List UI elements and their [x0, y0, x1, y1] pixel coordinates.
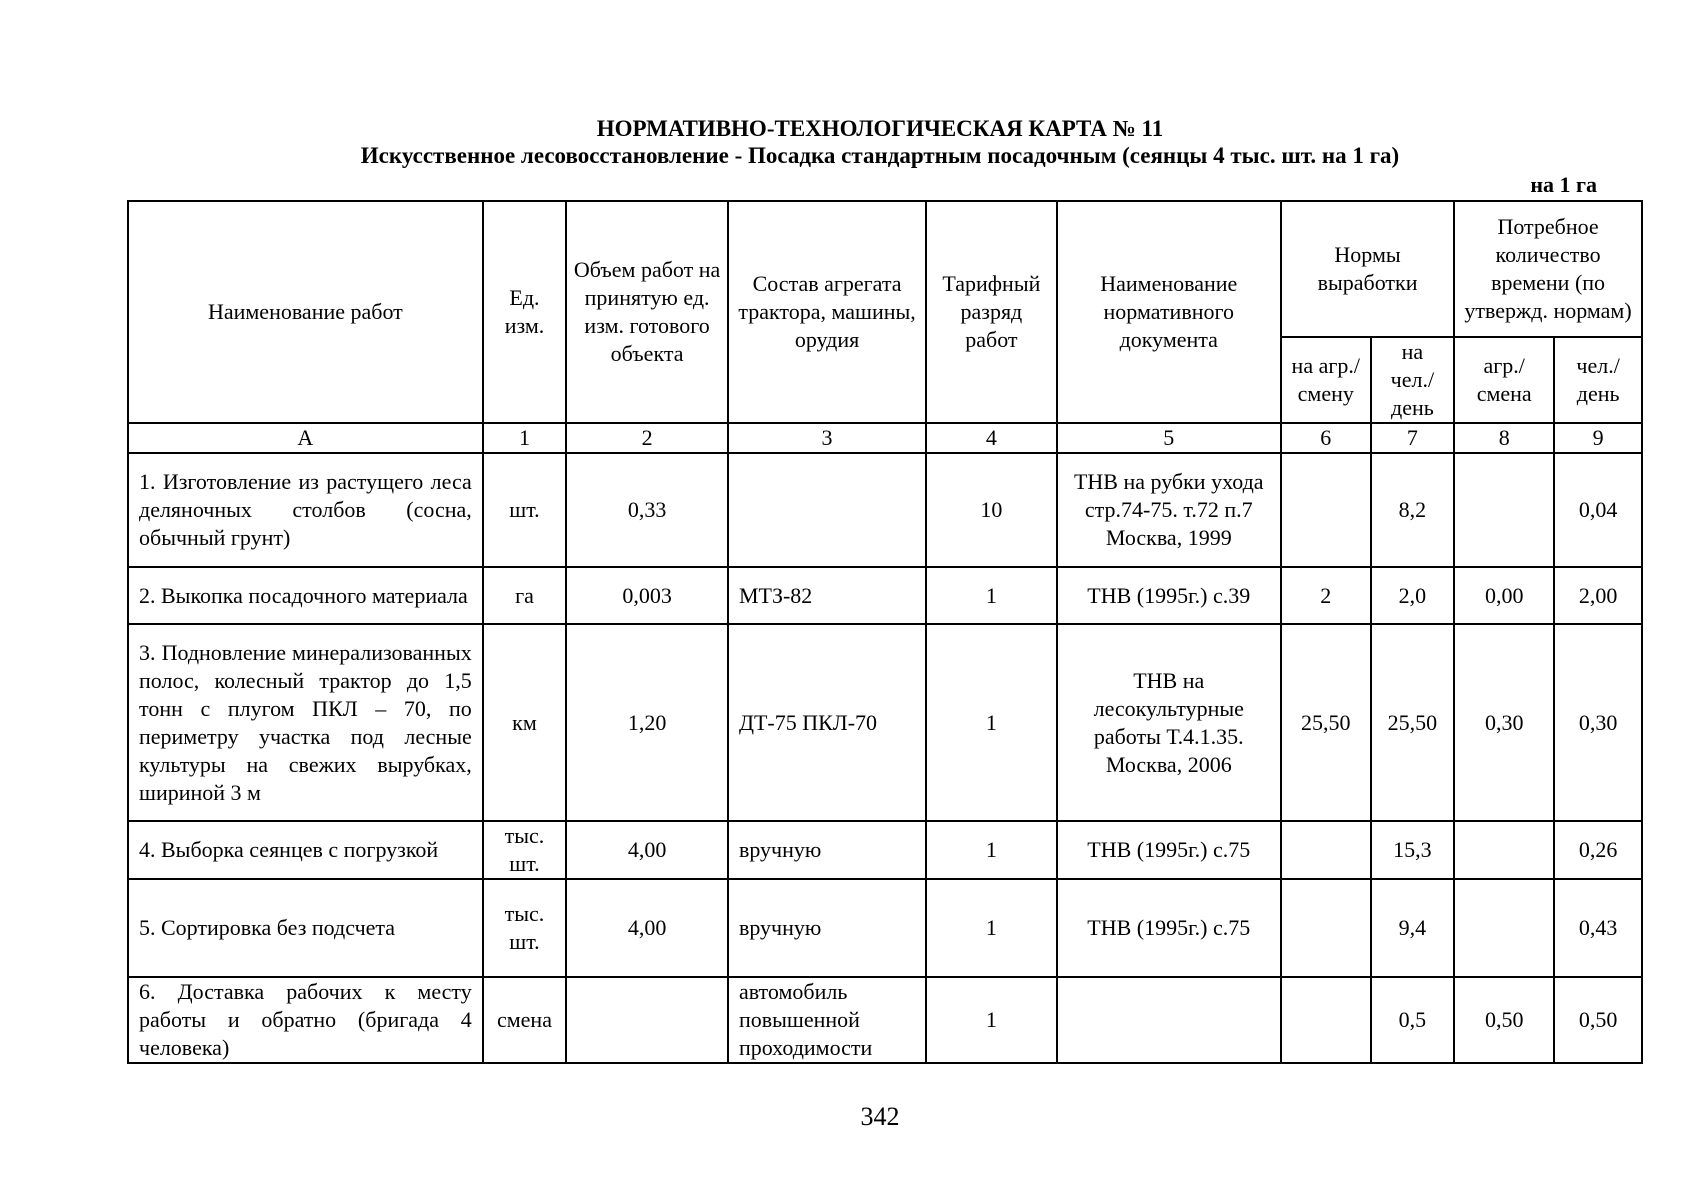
grade-cell: 10	[926, 453, 1056, 567]
norm-agr-cell	[1281, 879, 1371, 977]
norm-man-cell: 9,4	[1371, 879, 1454, 977]
column-number: 6	[1281, 423, 1371, 453]
table-row	[128, 977, 1642, 1063]
time-agr-cell	[1454, 821, 1554, 879]
column-number: 5	[1057, 423, 1281, 453]
column-number: 3	[728, 423, 926, 453]
header-norms-man: на чел./ день	[1371, 337, 1454, 423]
header-time-agr: агр./ смена	[1454, 337, 1554, 423]
unit-cell: га	[483, 567, 566, 624]
composition-cell: автомобиль повышенной проходимости	[728, 977, 926, 1063]
norm-agr-cell	[1281, 821, 1371, 879]
norm-agr-cell: 25,50	[1281, 624, 1371, 821]
norm-man-cell: 8,2	[1371, 453, 1454, 567]
time-man-cell: 0,50	[1554, 977, 1642, 1063]
time-agr-cell: 0,50	[1454, 977, 1554, 1063]
time-agr-cell: 0,00	[1454, 567, 1554, 624]
volume-cell: 4,00	[566, 821, 728, 879]
grade-cell: 1	[926, 567, 1056, 624]
norm-agr-cell	[1281, 977, 1371, 1063]
column-number: 8	[1454, 423, 1554, 453]
time-agr-cell	[1454, 879, 1554, 977]
volume-cell: 0,003	[566, 567, 728, 624]
unit-cell: тыс. шт.	[483, 821, 566, 879]
norm-man-cell: 0,5	[1371, 977, 1454, 1063]
time-man-cell: 0,30	[1554, 624, 1642, 821]
grade-cell: 1	[926, 879, 1056, 977]
time-man-cell: 0,26	[1554, 821, 1642, 879]
header-norms-agr: на агр./ смену	[1281, 337, 1371, 423]
column-number-row	[128, 423, 1642, 453]
document-cell	[1057, 977, 1281, 1063]
volume-cell	[566, 977, 728, 1063]
header-name: Наименование работ	[128, 201, 483, 423]
header-grade: Тарифный разряд работ	[926, 201, 1056, 423]
column-number: 9	[1554, 423, 1642, 453]
volume-cell: 4,00	[566, 879, 728, 977]
time-man-cell: 2,00	[1554, 567, 1642, 624]
table-row	[128, 821, 1642, 879]
norm-agr-cell	[1281, 453, 1371, 567]
composition-cell: вручную	[728, 821, 926, 879]
unit-note: на 1 га	[1530, 172, 1597, 197]
work-name-cell: 2. Выкопка посадочного материала	[128, 567, 483, 624]
column-number: 4	[926, 423, 1056, 453]
page-subtitle: Искусственное лесовосстановление - Посадка стандартным посадочным (сеянцы 4 тыс. шт. на 1 га)	[360, 143, 1400, 168]
header-document: Наименование нормативного документа	[1057, 201, 1281, 423]
document-cell: ТНВ на рубки ухода стр.74-75. т.72 п.7 Москва, 1999	[1057, 453, 1281, 567]
page-title: НОРМАТИВНО-ТЕХНОЛОГИЧЕСКАЯ КАРТА № 11	[596, 116, 1164, 141]
header-time-man: чел./ день	[1554, 337, 1642, 423]
header-time: Потребное количество времени (по утвержд. нормам)	[1454, 201, 1642, 337]
document-cell: ТНВ на лесокультурные работы Т.4.1.35. Москва, 2006	[1057, 624, 1281, 821]
header-unit: Ед. изм.	[483, 201, 566, 423]
norm-agr-cell: 2	[1281, 567, 1371, 624]
work-name-cell: 6. Доставка рабочих к месту работы и обратно (бригада 4 человека)	[128, 977, 483, 1063]
time-man-cell: 0,04	[1554, 453, 1642, 567]
technology-card-table	[127, 200, 1643, 1064]
volume-cell: 0,33	[566, 453, 728, 567]
column-number: А	[128, 423, 483, 453]
composition-cell: ДТ-75 ПКЛ-70	[728, 624, 926, 821]
document-cell: ТНВ (1995г.) с.39	[1057, 567, 1281, 624]
grade-cell: 1	[926, 821, 1056, 879]
time-man-cell: 0,43	[1554, 879, 1642, 977]
time-agr-cell	[1454, 453, 1554, 567]
unit-cell: км	[483, 624, 566, 821]
unit-cell: шт.	[483, 453, 566, 567]
composition-cell: вручную	[728, 879, 926, 977]
page-number: 342	[860, 1102, 900, 1131]
column-number: 2	[566, 423, 728, 453]
header-norms: Нормы выработки	[1281, 201, 1454, 337]
work-name-cell: 5. Сортировка без подсчета	[128, 879, 483, 977]
norm-man-cell: 15,3	[1371, 821, 1454, 879]
work-name-cell: 4. Выборка сеянцев с погрузкой	[128, 821, 483, 879]
header-composition: Состав агрегата трактора, машины, орудия	[728, 201, 926, 423]
grade-cell: 1	[926, 977, 1056, 1063]
unit-cell: тыс. шт.	[483, 879, 566, 977]
column-number: 7	[1371, 423, 1454, 453]
table-row	[128, 567, 1642, 624]
table-row	[128, 879, 1642, 977]
composition-cell: МТЗ-82	[728, 567, 926, 624]
table-row	[128, 453, 1642, 567]
norm-man-cell: 25,50	[1371, 624, 1454, 821]
table-row	[128, 624, 1642, 821]
volume-cell: 1,20	[566, 624, 728, 821]
norm-man-cell: 2,0	[1371, 567, 1454, 624]
work-name-cell: 3. Подновление минерализованных полос, колесный трактор до 1,5 тонн с плугом ПКЛ – 70, по периметру участка под лесные культуры на свежих вырубках, шириной 3 м	[128, 624, 483, 821]
unit-cell: смена	[483, 977, 566, 1063]
grade-cell: 1	[926, 624, 1056, 821]
composition-cell	[728, 453, 926, 567]
document-cell: ТНВ (1995г.) с.75	[1057, 821, 1281, 879]
header-volume: Объем работ на принятую ед. изм. готового объекта	[566, 201, 728, 423]
document-cell: ТНВ (1995г.) с.75	[1057, 879, 1281, 977]
time-agr-cell: 0,30	[1454, 624, 1554, 821]
column-number: 1	[483, 423, 566, 453]
work-name-cell: 1. Изготовление из растущего леса деляночных столбов (сосна, обычный грунт)	[128, 453, 483, 567]
